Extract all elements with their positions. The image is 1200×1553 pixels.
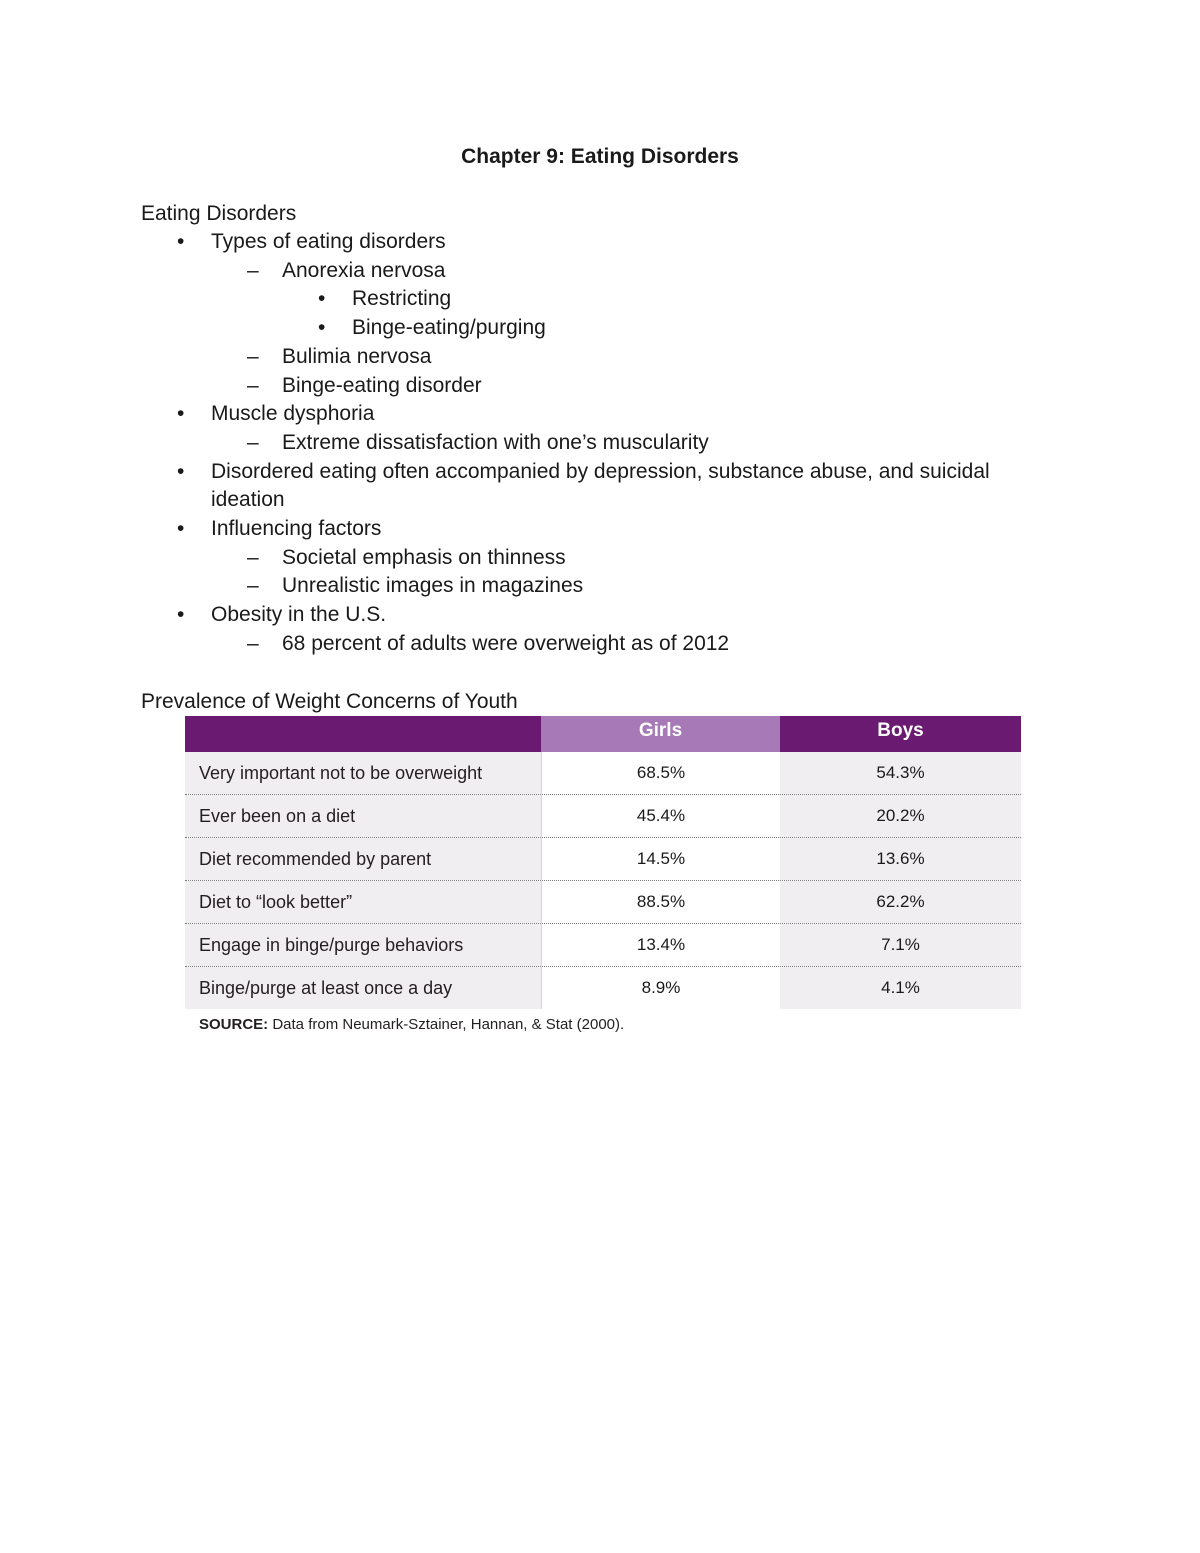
cell-girls: 14.5% <box>541 838 780 880</box>
row-label: Diet recommended by parent <box>185 838 541 880</box>
dash-icon: – <box>247 374 259 397</box>
outline-item-level-1: Disordered eating often accompanied by depression, substance abuse, and suicidal <box>211 460 990 483</box>
row-label: Engage in binge/purge behaviors <box>185 924 541 966</box>
outline-item-level-2: Unrealistic images in magazines <box>282 574 584 597</box>
table-body <box>185 752 1021 1009</box>
prevalence-table <box>185 716 1021 1009</box>
dash-icon: – <box>247 431 259 454</box>
bullet-icon: • <box>318 287 326 310</box>
table-row <box>185 967 1021 1009</box>
table-row <box>185 881 1021 924</box>
table-row <box>185 795 1021 838</box>
outline-item-level-2: Bulimia nervosa <box>282 345 432 368</box>
cell-boys: 13.6% <box>780 838 1021 880</box>
cell-girls: 45.4% <box>541 795 780 837</box>
bullet-icon: • <box>177 517 185 540</box>
cell-boys: 54.3% <box>780 752 1021 794</box>
dash-icon: – <box>247 345 259 368</box>
outline-item-level-2: Societal emphasis on thinness <box>282 546 566 569</box>
outline-item-level-3: Binge-eating/purging <box>352 316 546 339</box>
dash-icon: – <box>247 546 259 569</box>
header-girls: Girls <box>541 716 780 752</box>
outline-item-level-1: Types of eating disorders <box>211 230 446 253</box>
outline-item-level-2: Extreme dissatisfaction with one’s muscularity <box>282 431 709 454</box>
table-header-row <box>185 716 1021 752</box>
cell-girls: 13.4% <box>541 924 780 966</box>
cell-boys: 62.2% <box>780 881 1021 923</box>
header-boys: Boys <box>877 720 924 741</box>
cell-boys: 4.1% <box>780 967 1021 1009</box>
outline-item-level-1: Muscle dysphoria <box>211 402 375 425</box>
cell-boys: 7.1% <box>780 924 1021 966</box>
bullet-icon: • <box>177 603 185 626</box>
cell-boys: 20.2% <box>780 795 1021 837</box>
row-label: Very important not to be overweight <box>185 752 541 794</box>
row-label: Ever been on a diet <box>185 795 541 837</box>
source-label: SOURCE: <box>199 1016 269 1033</box>
outline-item-level-1: ideation <box>211 488 285 511</box>
outline-item-level-1: Obesity in the U.S. <box>211 603 387 626</box>
table-row <box>185 838 1021 881</box>
section-heading: Eating Disorders <box>141 202 297 225</box>
bullet-icon: • <box>318 316 326 339</box>
table-row <box>185 752 1021 795</box>
bullet-icon: • <box>177 460 185 483</box>
table-row <box>185 924 1021 967</box>
outline-item-level-2: Anorexia nervosa <box>282 259 446 282</box>
dash-icon: – <box>247 259 259 282</box>
bullet-icon: • <box>177 230 185 253</box>
cell-girls: 68.5% <box>541 752 780 794</box>
page-title: Chapter 9: Eating Disorders <box>461 145 739 168</box>
cell-girls: 8.9% <box>541 967 780 1009</box>
source-text: Data from Neumark-Sztainer, Hannan, & Stat (2000). <box>272 1016 625 1033</box>
row-label: Binge/purge at least once a day <box>185 967 541 1009</box>
dash-icon: – <box>247 574 259 597</box>
outline-item-level-1: Influencing factors <box>211 517 382 540</box>
outline-item-level-2: 68 percent of adults were overweight as of 2012 <box>282 632 730 655</box>
outline-item-level-3: Restricting <box>352 287 452 310</box>
table-heading: Prevalence of Weight Concerns of Youth <box>141 690 518 713</box>
outline-item-level-2: Binge-eating disorder <box>282 374 482 397</box>
table-source-note <box>199 1015 624 1035</box>
row-label: Diet to “look better” <box>185 881 541 923</box>
dash-icon: – <box>247 632 259 655</box>
bullet-icon: • <box>177 402 185 425</box>
cell-girls: 88.5% <box>541 881 780 923</box>
